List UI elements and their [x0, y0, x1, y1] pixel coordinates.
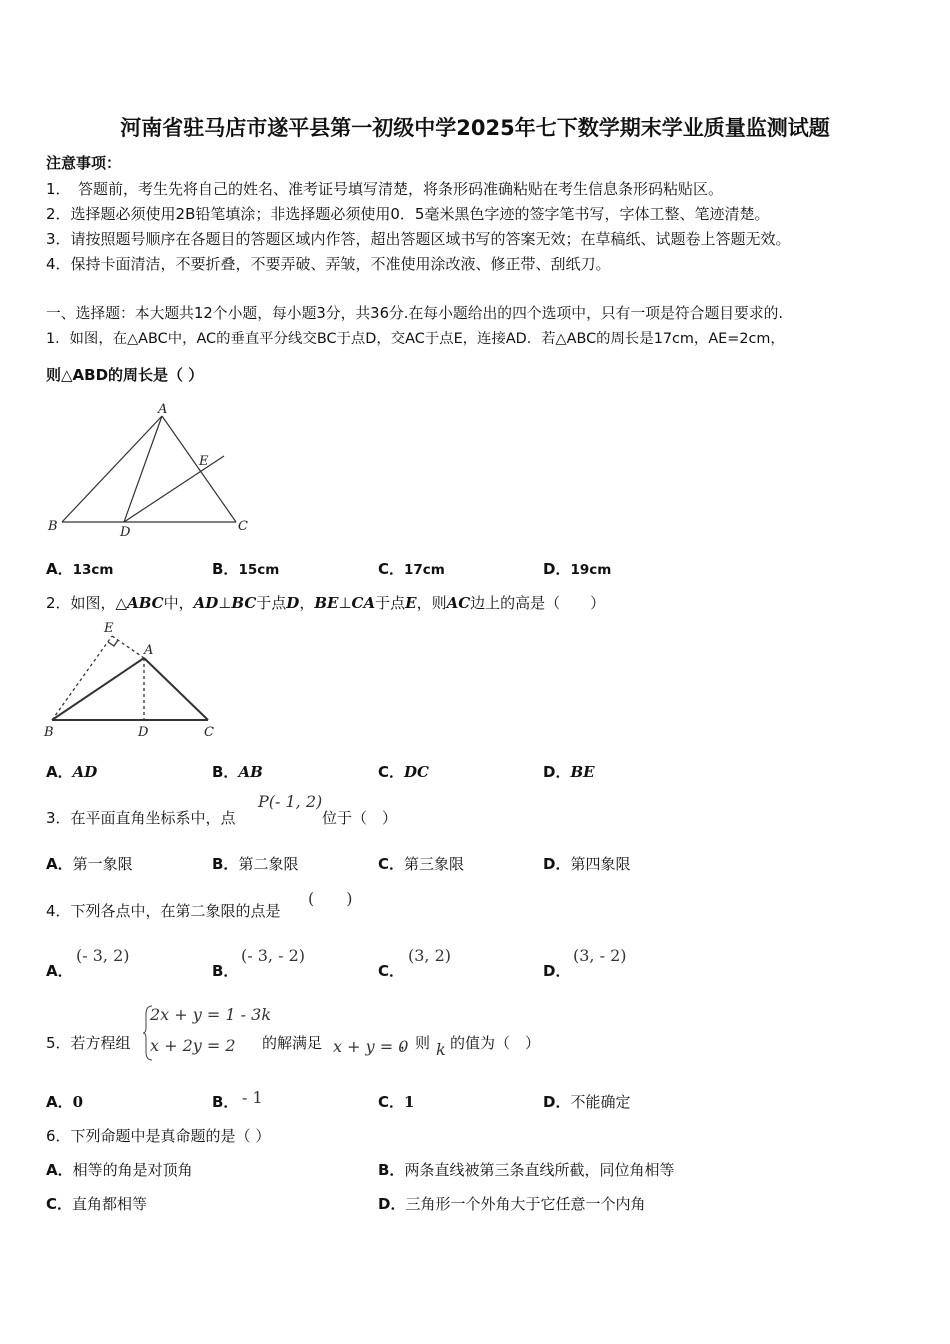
- q5-equation-1: 2x + y = 1 - 3k: [150, 1005, 272, 1024]
- q5-option-a[interactable]: [46, 1091, 83, 1112]
- q3-option-a[interactable]: [46, 853, 133, 874]
- label-e: E: [199, 454, 209, 469]
- option-label: B．: [378, 1161, 405, 1179]
- q3-stem-post: 位于（ ）: [322, 809, 398, 827]
- segment-ac: [144, 658, 208, 720]
- q6-option-c[interactable]: [46, 1193, 147, 1214]
- option-text: 13cm: [72, 562, 114, 578]
- option-text: 第一象限: [72, 855, 133, 873]
- option-label: B．: [212, 763, 239, 781]
- q5-option-c[interactable]: [378, 1091, 414, 1112]
- notice-item: 3．请按照题号顺序在各题目的答题区域内作答，超出答题区域书写的答案无效；在草稿纸、试题卷上答题无效。: [46, 230, 791, 248]
- notice-heading: 注意事项：: [46, 154, 122, 172]
- q6-option-d[interactable]: [378, 1193, 645, 1214]
- option-text: 19cm: [570, 562, 612, 578]
- q3-stem-pre: 3．在平面直角坐标系中，点: [46, 809, 236, 827]
- q2-triangle-figure: [40, 618, 230, 746]
- q1-option-d[interactable]: [543, 558, 611, 579]
- segment-ab: [52, 658, 144, 720]
- q4-answer-paren: ( ): [308, 889, 353, 908]
- q1-stem-line1: 1．如图，在△ABC中，AC的垂直平分线交BC于点D，交AC于点E，连接AD．若△ABC的周长是17cm，AE=2cm，: [46, 331, 785, 347]
- option-label: A．: [46, 560, 73, 578]
- q2-option-c[interactable]: [378, 761, 429, 782]
- section-heading: 一、选择题：本大题共12个小题，每小题3分，共36分.在每小题给出的四个选项中，只有一项是符合题目要求的.: [46, 305, 784, 322]
- option-label: C．: [378, 763, 405, 781]
- option-label: B．: [212, 560, 239, 578]
- option-label: A．: [46, 855, 73, 873]
- option-text: AD: [72, 763, 98, 781]
- segment-ab: [62, 416, 162, 522]
- option-text: 相等的角是对顶角: [72, 1161, 193, 1179]
- q6-option-b[interactable]: [378, 1159, 674, 1180]
- perpendicular-bisector-line: [124, 456, 224, 522]
- label-a: A: [158, 402, 168, 417]
- q5-condition: x + y = 0: [333, 1037, 409, 1056]
- option-label: D．: [543, 560, 571, 578]
- option-label: C．: [378, 855, 405, 873]
- q4-option-a[interactable]: [46, 960, 73, 981]
- label-c: C: [204, 725, 214, 740]
- option-label: D．: [543, 962, 571, 980]
- option-label: D．: [378, 1195, 406, 1213]
- q1-option-b[interactable]: [212, 558, 279, 579]
- q6-option-a[interactable]: [46, 1159, 193, 1180]
- option-label: D．: [543, 855, 571, 873]
- option-label: D．: [543, 1093, 571, 1111]
- label-d: D: [120, 525, 131, 540]
- segment-ac: [162, 416, 236, 522]
- label-b: B: [44, 725, 54, 740]
- label-a: A: [144, 643, 154, 658]
- q5-stem-mid: 的解满足: [262, 1034, 323, 1052]
- right-angle-mark: [108, 640, 118, 646]
- option-label: A．: [46, 1161, 73, 1179]
- option-label: C．: [378, 1093, 405, 1111]
- q6-stem: 6．下列命题中是真命题的是（ ）: [46, 1127, 271, 1145]
- page-title: 河南省驻马店市遂平县第一初级中学2025年七下数学期末学业质量监测试题: [120, 116, 830, 140]
- option-text: BE: [570, 763, 595, 781]
- option-label: A．: [46, 1093, 73, 1111]
- notice-item: 2．选择题必须使用2B铅笔填涂；非选择题必须使用0．5毫米黑色字迹的签字笔书写，字体工整、笔迹清楚。: [46, 205, 770, 223]
- q1-stem-line2: 则△ABD的周长是（ ）: [46, 366, 204, 384]
- q2-option-a[interactable]: [46, 761, 97, 782]
- label-e: E: [104, 621, 114, 636]
- notice-item: 1． 答题前，考生先将自己的姓名、准考证号填写清楚，将条形码准确粘贴在考生信息条形码粘贴区。: [46, 180, 724, 198]
- option-text: 两条直线被第三条直线所截，同位角相等: [404, 1161, 675, 1179]
- q5-option-b[interactable]: [212, 1091, 238, 1112]
- q3-option-c[interactable]: [378, 853, 464, 874]
- q5-stem-pre: 5．若方程组: [46, 1034, 131, 1052]
- notice-item: 4．保持卡面清洁，不要折叠，不要弄破、弄皱，不准使用涂改液、修正带、刮纸刀。: [46, 255, 611, 273]
- altitude-be: [52, 636, 112, 720]
- option-label: C．: [378, 560, 405, 578]
- q1-triangle-figure: [44, 398, 248, 540]
- option-text: 1: [404, 1093, 415, 1111]
- q2-option-d[interactable]: [543, 761, 595, 782]
- option-text: 第四象限: [570, 855, 631, 873]
- option-label: B．: [212, 1093, 239, 1111]
- option-label: A．: [46, 763, 73, 781]
- q5-equation-2: x + 2y = 2: [150, 1036, 236, 1055]
- q5-option-b-value: - 1: [242, 1088, 263, 1107]
- q1-option-c[interactable]: [378, 558, 445, 579]
- option-text: 不能确定: [570, 1093, 631, 1111]
- option-text: 第三象限: [404, 855, 465, 873]
- option-text: 0: [72, 1093, 84, 1111]
- option-text: 17cm: [404, 562, 445, 578]
- option-text: 直角都相等: [72, 1195, 148, 1213]
- option-label: C．: [378, 962, 405, 980]
- q1-option-a[interactable]: [46, 558, 113, 579]
- q5-option-d[interactable]: [543, 1091, 630, 1112]
- option-label: B．: [212, 962, 239, 980]
- q2-stem: 2．如图，△ABC中，AD⊥BC于点D，BE⊥CA于点E，则AC边上的高是（ ）: [46, 594, 606, 612]
- q4-option-a-value: (- 3, 2): [76, 946, 130, 965]
- option-label: C．: [46, 1195, 73, 1213]
- option-label: D．: [543, 763, 571, 781]
- q4-stem: 4．下列各点中，在第二象限的点是: [46, 902, 281, 920]
- q4-option-d-value: (3, - 2): [573, 946, 627, 965]
- q5-stem-post: 的值为（ ）: [450, 1034, 541, 1052]
- q4-option-c-value: (3, 2): [408, 946, 452, 965]
- q4-option-b[interactable]: [212, 960, 238, 981]
- option-text: DC: [404, 763, 429, 781]
- label-c: C: [238, 519, 248, 534]
- q4-option-d[interactable]: [543, 960, 570, 981]
- q3-option-b[interactable]: [212, 853, 298, 874]
- option-label: A．: [46, 962, 73, 980]
- extension-ca: [112, 636, 144, 658]
- q3-option-d[interactable]: [543, 853, 630, 874]
- option-text: AB: [238, 763, 263, 781]
- q3-point: P(- 1, 2): [258, 792, 323, 811]
- option-text: 三角形一个外角大于它任意一个内角: [405, 1195, 646, 1213]
- label-d: D: [138, 725, 149, 740]
- q5-variable-k: k: [436, 1040, 446, 1059]
- option-text: 第二象限: [238, 855, 299, 873]
- q5-stem-mid2: ，则: [400, 1034, 431, 1052]
- option-text: 15cm: [238, 562, 280, 578]
- q2-option-b[interactable]: [212, 761, 263, 782]
- segment-ad: [124, 416, 162, 522]
- q4-option-c[interactable]: [378, 960, 404, 981]
- option-label: B．: [212, 855, 239, 873]
- q4-option-b-value: (- 3, - 2): [241, 946, 305, 965]
- label-b: B: [48, 519, 58, 534]
